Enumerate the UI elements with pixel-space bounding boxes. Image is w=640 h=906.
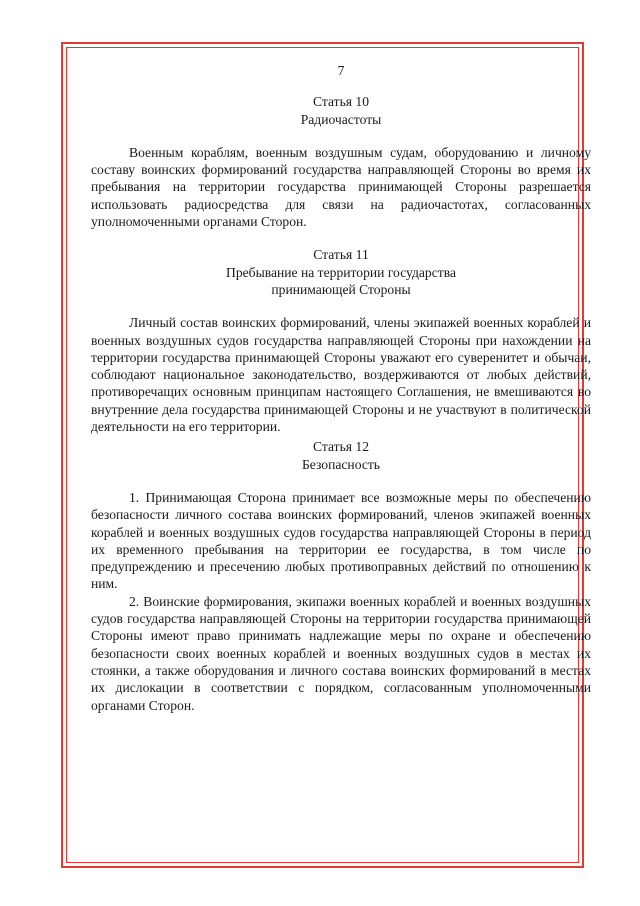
article-12-paragraph-2: 2. Воинские формирования, экипажи военных кораблей и военных воздушных судов государства направляющей Стороны на территории государства принимающей Стороны имеют право принимать надлежащие меры по охране и обеспечению безопасности своих военных кораблей и военных воздушных судов в местах их стоянки, а также оборудования и личного состава воинских формирований в местах их дислокации в соответствии с порядком, согласованным уполномоченными органами Сторон. [91,593,591,713]
article-title: Безопасность [301,456,381,472]
article-10-paragraph: Военным кораблям, военным воздушным судам, оборудованию и личному составу воинских формирований государства направляющей Стороны во время их пребывания на территории государства принимающей Стороны разрешается использовать радиосредства для связи на радиочастотах, согласованных уполномоченными органами Сторон. [91,144,591,230]
article-11-paragraph: Личный состав воинских формирований, члены экипажей военных кораблей и военных воздушных судов государства направляющей Стороны при нахождении на территории государства принимающей Стороны уважают его суверенитет и обычаи, соблюдают национальное законодательство, воздерживаются от любых действий, противоречащих основным принципам настоящего Соглашения, не вмешиваются во внутренние дела государства принимающей Стороны и не участвуют в политической деятельности на его территории. [91,315,591,435]
article-title-line: принимающей Стороны [271,281,411,297]
article-12-paragraph-1: 1. Принимающая Сторона принимает все возможные меры по обеспечению безопасности личного состава воинских формирований, членов экипажей военных кораблей и военных воздушных судов государства направляющей Стороны в период их временного пребывания на территории ее государства, в том числе по предупреждению и пресечению любых противоправных действий по отношению к ним. [91,489,591,592]
article-10-heading [91,93,591,128]
article-title: Радиочастоты [300,111,382,127]
article-12-heading [91,438,591,473]
document-page [91,58,591,714]
page-number: 7 [337,63,345,78]
article-title-line: Пребывание на территории государства [226,264,456,280]
article-number: Статья 11 [313,247,369,263]
article-number: Статья 12 [312,439,370,455]
article-11-heading [91,246,591,298]
article-number: Статья 10 [312,94,370,110]
